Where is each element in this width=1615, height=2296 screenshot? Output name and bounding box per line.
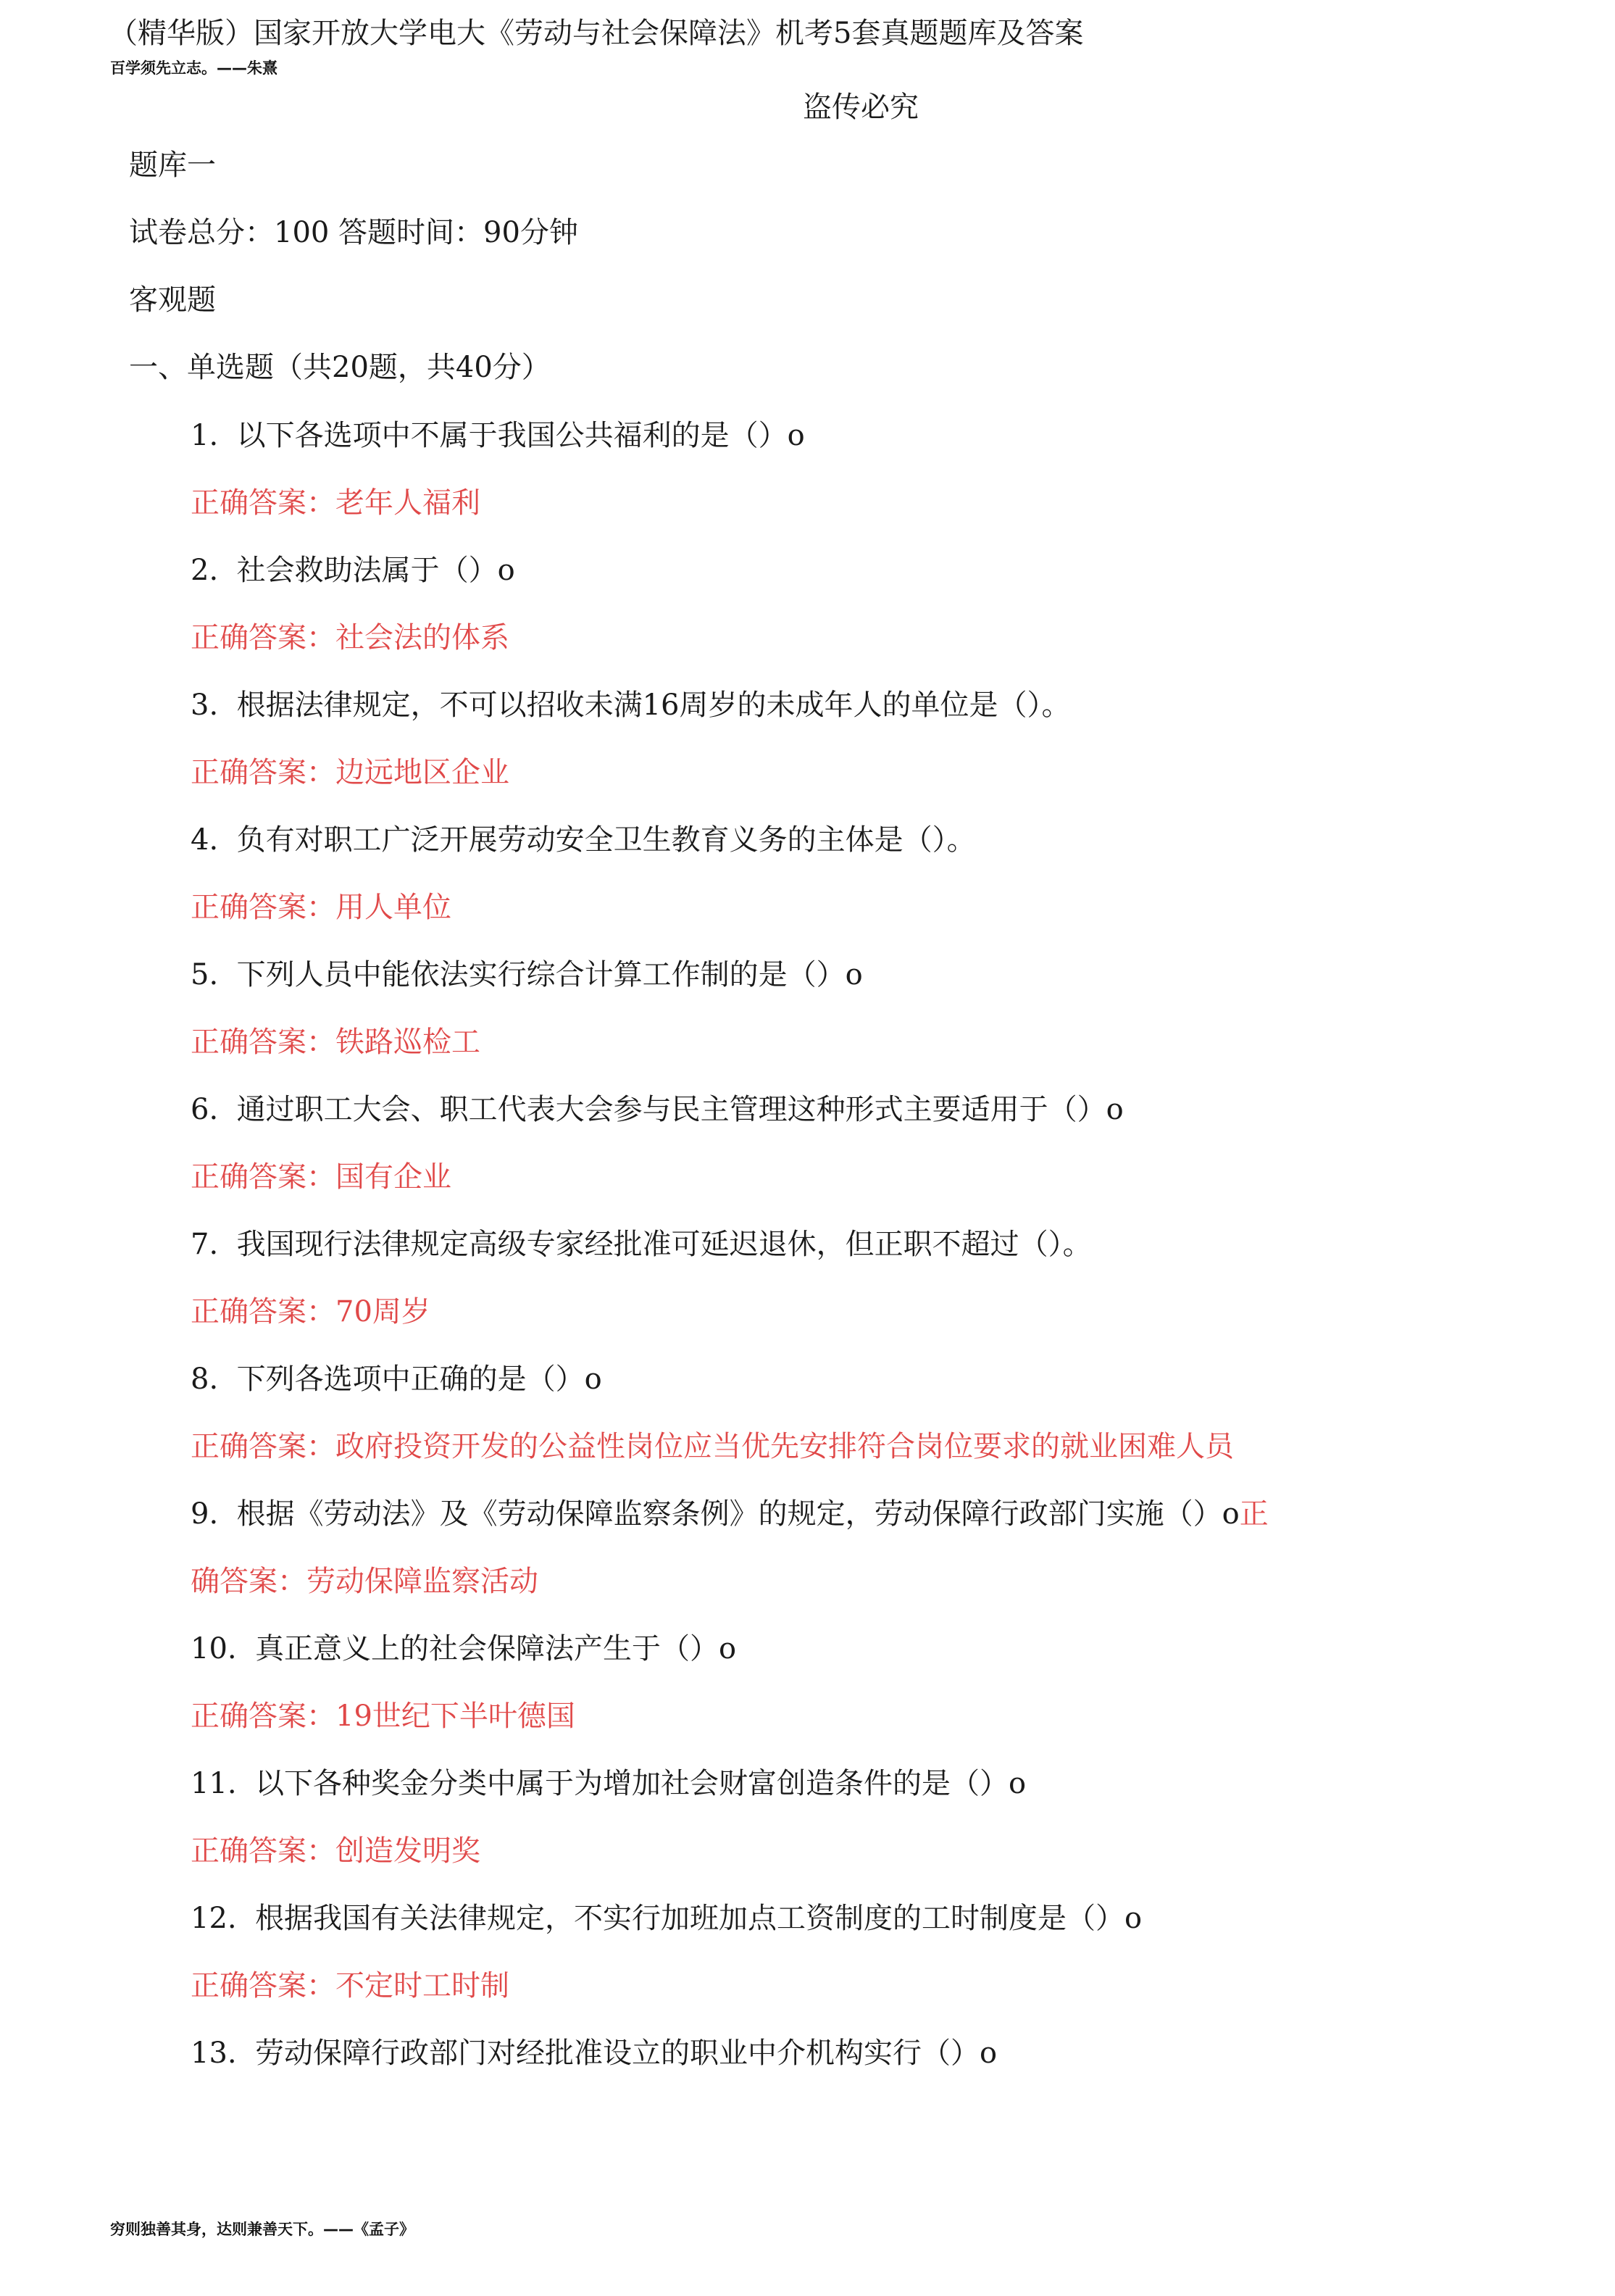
question-item <box>191 820 976 860</box>
question-number: 9. <box>191 1497 219 1531</box>
question-number: 2. <box>191 554 219 587</box>
question-text: 下列各选项中正确的是（）o <box>236 1363 602 1396</box>
question-number: 11. <box>191 1767 237 1800</box>
answer-text-start: 正 <box>1239 1497 1269 1531</box>
question-number: 3. <box>191 689 219 722</box>
answer-text: 正确答案：不定时工时制 <box>191 1969 509 2002</box>
question-number: 6. <box>191 1093 219 1126</box>
question-item <box>191 1629 736 1669</box>
question-number: 1. <box>191 419 219 452</box>
question-text: 劳动保障行政部门对经批准设立的职业中介机构实行（）o <box>255 2037 998 2070</box>
question-text: 我国现行法律规定高级专家经批准可延迟退休，但正职不超过（）。 <box>236 1228 1092 1261</box>
question-bank-label: 题库一 <box>129 149 216 182</box>
question-text: 根据《劳动法》及《劳动保障监察条例》的规定，劳动保障行政部门实施（）o <box>236 1497 1240 1531</box>
answer-text: 正确答案：铁路巡检工 <box>191 1026 480 1059</box>
question-text: 下列人员中能依法实行综合计算工作制的是（）o <box>236 958 863 991</box>
answer-text: 正确答案：政府投资开发的公益性岗位应当优先安排符合岗位要求的就业困难人员 <box>191 1430 1234 1463</box>
answer-text: 正确答案：老年人福利 <box>191 486 480 520</box>
document-title: （精华版）国家开放大学电大《劳动与社会保障法》机考5套真题题库及答案 <box>109 17 1084 50</box>
watermark-text: 盗传必究 <box>803 91 919 124</box>
question-number: 12. <box>191 1902 237 1935</box>
subsection-heading: 一、单选题（共20题，共40分） <box>129 351 551 384</box>
question-number: 10. <box>191 1632 237 1665</box>
question-text: 根据法律规定，不可以招收未满16周岁的未成年人的单位是（）。 <box>236 689 1071 722</box>
section-heading: 客观题 <box>129 283 216 317</box>
question-text: 以下各选项中不属于我国公共福利的是（）o <box>236 419 805 452</box>
question-number: 5. <box>191 958 219 991</box>
question-item <box>191 1359 602 1399</box>
answer-text: 正确答案：国有企业 <box>191 1160 451 1194</box>
answer-text: 正确答案：创造发明奖 <box>191 1834 480 1868</box>
question-text: 负有对职工广泛开展劳动安全卫生教育义务的主体是（）。 <box>236 823 976 857</box>
answer-text: 正确答案：19世纪下半叶德国 <box>191 1700 575 1733</box>
answer-text: 正确答案：边远地区企业 <box>191 756 509 789</box>
question-item <box>191 1089 1124 1130</box>
header-quote: 百学须先立志。——朱熹 <box>110 59 277 77</box>
question-item <box>191 2033 997 2074</box>
question-item <box>191 1898 1142 1939</box>
question-item <box>191 954 863 995</box>
question-number: 8. <box>191 1363 219 1396</box>
question-item <box>191 1224 1092 1265</box>
question-item <box>191 550 515 591</box>
question-item <box>191 685 1071 725</box>
question-text: 根据我国有关法律规定，不实行加班加点工资制度的工时制度是（）o <box>255 1902 1143 1935</box>
answer-text: 正确答案：社会法的体系 <box>191 621 509 654</box>
question-text: 真正意义上的社会保障法产生于（）o <box>255 1632 737 1665</box>
answer-text: 正确答案：70周岁 <box>191 1295 430 1328</box>
footer-quote: 穷则独善其身，达则兼善天下。——《孟子》 <box>110 2221 414 2238</box>
question-item <box>191 1494 1269 1534</box>
question-number: 4. <box>191 823 219 857</box>
exam-info: 试卷总分：100 答题时间：90分钟 <box>129 216 578 249</box>
answer-text: 正确答案：用人单位 <box>191 891 451 924</box>
question-number: 13. <box>191 2037 237 2070</box>
question-item <box>191 1763 1026 1804</box>
answer-text: 确答案：劳动保障监察活动 <box>191 1565 538 1598</box>
question-text: 通过职工大会、职工代表大会参与民主管理这种形式主要适用于（）o <box>236 1093 1124 1126</box>
question-item <box>191 415 805 456</box>
question-text: 以下各种奖金分类中属于为增加社会财富创造条件的是（）o <box>255 1767 1027 1800</box>
question-text: 社会救助法属于（）o <box>236 554 515 587</box>
question-number: 7. <box>191 1228 219 1261</box>
